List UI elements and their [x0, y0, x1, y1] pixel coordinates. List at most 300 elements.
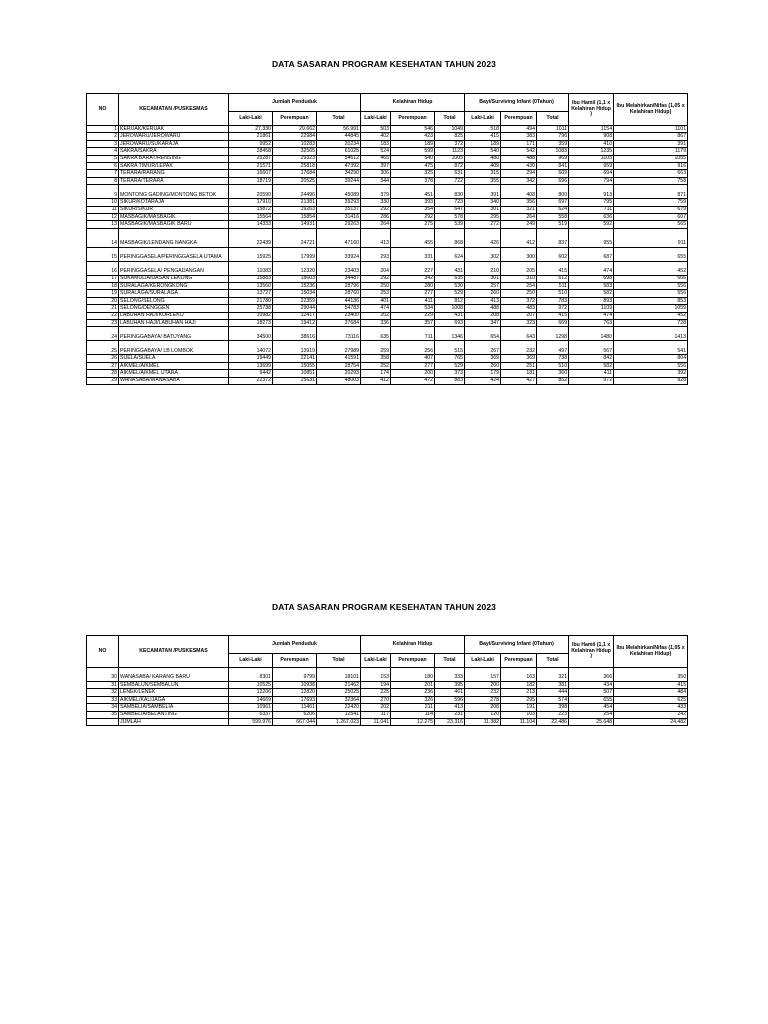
- cell-penduduk-laki: 21861: [229, 133, 273, 140]
- cell-kelahiran-total: 372: [435, 140, 465, 147]
- cell-no: 19: [87, 290, 119, 297]
- cell-bayi-laki: 355: [465, 177, 501, 184]
- cell-penduduk-perempuan: 15034: [273, 290, 317, 297]
- cell-kelahiran-laki: 250: [361, 283, 391, 290]
- cell-kelahiran-laki: 253: [361, 290, 391, 297]
- cell-penduduk-total: 61025: [317, 148, 361, 155]
- cell-bayi-total: 696: [537, 177, 569, 184]
- cell-bayi-laki: 369: [465, 355, 501, 362]
- cell-ibu-hamil: 1154: [569, 126, 614, 133]
- cell-bayi-laki: 654: [465, 327, 501, 341]
- table-row: [87, 290, 688, 297]
- cell-penduduk-perempuan: 667.044: [273, 718, 317, 725]
- cell-kecamatan: WANASABA/ KARANG BARU: [119, 668, 229, 682]
- cell-kecamatan: PERINGGASELA/PERINGGASELA UTAMA: [119, 247, 229, 261]
- cell-bayi-laki: 413: [465, 297, 501, 304]
- cell-bayi-total: 1011: [537, 126, 569, 133]
- cell-penduduk-total: 12541: [317, 711, 361, 718]
- cell-ibu-hamil: 366: [569, 668, 614, 682]
- cell-ibu-melahirkan: 853: [614, 297, 688, 304]
- cell-kelahiran-total: 1049: [435, 126, 465, 133]
- cell-ibu-hamil: 908: [569, 133, 614, 140]
- cell-kelahiran-laki: 293: [361, 247, 391, 261]
- cell-ibu-melahirkan: 242: [614, 711, 688, 718]
- cell-ibu-hamil: 567: [569, 341, 614, 355]
- cell-kelahiran-perempuan: 407: [391, 355, 435, 362]
- cell-bayi-perempuan: 250: [501, 290, 537, 297]
- cell-kelahiran-total: 373: [435, 370, 465, 377]
- cell-kelahiran-perempuan: 393: [391, 199, 435, 206]
- header-bayi: Bayi/Surviving Infant (0Tahun): [465, 94, 569, 112]
- cell-no: 21: [87, 305, 119, 312]
- cell-bayi-total: 444: [537, 689, 569, 696]
- cell-bayi-total: 22.486: [537, 718, 569, 725]
- cell-bayi-total: 415: [537, 261, 569, 275]
- header-perempuan: Perempuan: [501, 112, 537, 126]
- cell-kelahiran-laki: 401: [361, 297, 391, 304]
- cell-bayi-perempuan: 300: [501, 247, 537, 261]
- cell-penduduk-laki: 15925: [229, 247, 273, 261]
- cell-kecamatan: SAKRA TIMUR/LEPAK: [119, 162, 229, 169]
- cell-penduduk-laki: 599.976: [229, 718, 273, 725]
- cell-ibu-melahirkan: 484: [614, 689, 688, 696]
- header-total: Total: [537, 112, 569, 126]
- table-row: [87, 696, 688, 703]
- cell-bayi-perempuan: 191: [501, 704, 537, 711]
- cell-kelahiran-total: 333: [435, 668, 465, 682]
- cell-bayi-laki: 480: [465, 155, 501, 162]
- header-perempuan: Perempuan: [501, 654, 537, 668]
- cell-penduduk-laki: 13560: [229, 283, 273, 290]
- cell-bayi-laki: 260: [465, 362, 501, 369]
- cell-kelahiran-laki: 344: [361, 177, 391, 184]
- cell-penduduk-laki: 14072: [229, 341, 273, 355]
- cell-kecamatan: WANASABA/WANASABA: [119, 377, 229, 384]
- cell-kelahiran-perempuan: 423: [391, 133, 435, 140]
- cell-ibu-melahirkan: 556: [614, 290, 688, 297]
- header-laki: Laki-Laki: [361, 112, 391, 126]
- cell-kelahiran-laki: 183: [361, 140, 391, 147]
- table-row: [87, 704, 688, 711]
- cell-penduduk-perempuan: 12820: [273, 689, 317, 696]
- cell-penduduk-perempuan: 22984: [273, 133, 317, 140]
- page-title-1: DATA SASARAN PROGRAM KESEHATAN TAHUN 2023: [271, 59, 496, 69]
- cell-kelahiran-perempuan: 455: [391, 228, 435, 247]
- cell-bayi-total: 612: [537, 275, 569, 282]
- cell-ibu-melahirkan: 1101: [614, 126, 688, 133]
- cell-ibu-hamil: 1105: [569, 155, 614, 162]
- cell-penduduk-laki: 21780: [229, 297, 273, 304]
- cell-bayi-perempuan: 213: [501, 689, 537, 696]
- cell-penduduk-total: 54783: [317, 305, 361, 312]
- table-row: [87, 177, 688, 184]
- cell-penduduk-laki: 18273: [229, 320, 273, 327]
- cell-bayi-perempuan: 254: [501, 283, 537, 290]
- cell-ibu-hamil: 655: [569, 696, 614, 703]
- cell-ibu-hamil: 474: [569, 312, 614, 319]
- header-ibu-melahirkan: Ibu Melahirkan/Nifas (1,05 x Kelahiran Hidup): [614, 636, 688, 668]
- cell-bayi-total: 360: [537, 370, 569, 377]
- cell-bayi-laki: 347: [465, 320, 501, 327]
- cell-kelahiran-laki: 524: [361, 148, 391, 155]
- cell-kelahiran-perempuan: 546: [391, 126, 435, 133]
- cell-bayi-total: 841: [537, 162, 569, 169]
- cell-penduduk-perempuan: 29044: [273, 305, 317, 312]
- cell-penduduk-total: 1.267.023: [317, 718, 361, 725]
- header-perempuan: Perempuan: [273, 654, 317, 668]
- cell-bayi-laki: 208: [465, 312, 501, 319]
- cell-kelahiran-total: 578: [435, 213, 465, 220]
- cell-kecamatan: TERARA/TERARA: [119, 177, 229, 184]
- cell-penduduk-laki: 25738: [229, 305, 273, 312]
- cell-bayi-total: 510: [537, 362, 569, 369]
- cell-penduduk-total: 32364: [317, 696, 361, 703]
- page-title-2: DATA SASARAN PROGRAM KESEHATAN TAHUN 2023: [271, 602, 496, 612]
- cell-penduduk-total: 23400: [317, 312, 361, 319]
- cell-no: 9: [87, 185, 119, 199]
- cell-bayi-laki: 409: [465, 162, 501, 169]
- cell-penduduk-laki: 18719: [229, 177, 273, 184]
- cell-penduduk-perempuan: 22141: [273, 355, 317, 362]
- cell-ibu-melahirkan: 556: [614, 283, 688, 290]
- cell-ibu-hamil: 972: [569, 377, 614, 384]
- cell-kecamatan: JUMLAH: [119, 718, 229, 725]
- cell-penduduk-perempuan: 29.662: [273, 126, 317, 133]
- cell-penduduk-laki: 25287: [229, 155, 273, 162]
- cell-bayi-total: 697: [537, 199, 569, 206]
- cell-no: 14: [87, 228, 119, 247]
- table-row: [87, 305, 688, 312]
- cell-kelahiran-laki: 412: [361, 377, 391, 384]
- cell-kelahiran-total: 812: [435, 297, 465, 304]
- cell-bayi-perempuan: 488: [501, 155, 537, 162]
- cell-ibu-melahirkan: 1179: [614, 148, 688, 155]
- cell-kecamatan: AIKMEL/AIKMEL: [119, 362, 229, 369]
- cell-penduduk-laki: 15883: [229, 275, 273, 282]
- cell-kelahiran-laki: 11.041: [361, 718, 391, 725]
- cell-kelahiran-total: 693: [435, 320, 465, 327]
- cell-bayi-laki: 488: [465, 305, 501, 312]
- cell-no: 33: [87, 696, 119, 703]
- cell-kelahiran-total: 883: [435, 377, 465, 384]
- cell-penduduk-perempuan: 17684: [273, 170, 317, 177]
- cell-kelahiran-total: 395: [435, 682, 465, 689]
- cell-no: 7: [87, 170, 119, 177]
- cell-ibu-melahirkan: 452: [614, 261, 688, 275]
- header-total: Total: [537, 654, 569, 668]
- cell-ibu-melahirkan: 655: [614, 247, 688, 261]
- table-row: [87, 377, 688, 384]
- cell-bayi-total: 669: [537, 320, 569, 327]
- table-row: [87, 355, 688, 362]
- header-total: Total: [435, 112, 465, 126]
- cell-kecamatan: PERINGGABAYA/ LB LOMBOK: [119, 341, 229, 355]
- cell-kelahiran-perempuan: 277: [391, 290, 435, 297]
- cell-no: 32: [87, 689, 119, 696]
- cell-kecamatan: MASBAGIK/MASBAGIK BARU: [119, 221, 229, 228]
- cell-penduduk-laki: 8301: [229, 668, 273, 682]
- table-row: [87, 320, 688, 327]
- cell-kelahiran-total: 1005: [435, 155, 465, 162]
- cell-ibu-hamil: 583: [569, 283, 614, 290]
- cell-kelahiran-laki: 252: [361, 362, 391, 369]
- cell-ibu-hamil: 955: [569, 228, 614, 247]
- cell-penduduk-perempuan: 15854: [273, 213, 317, 220]
- cell-kelahiran-perempuan: 331: [391, 247, 435, 261]
- table-row: [87, 148, 688, 155]
- data-table-2: [86, 635, 688, 726]
- cell-penduduk-total: 31416: [317, 213, 361, 220]
- cell-ibu-melahirkan: 663: [614, 170, 688, 177]
- cell-penduduk-perempuan: 18603: [273, 275, 317, 282]
- cell-bayi-total: 381: [537, 682, 569, 689]
- header-total: Total: [435, 654, 465, 668]
- cell-ibu-hamil: 410: [569, 140, 614, 147]
- cell-bayi-laki: 232: [465, 689, 501, 696]
- cell-ibu-melahirkan: 433: [614, 704, 688, 711]
- table-row: [87, 133, 688, 140]
- cell-bayi-perempuan: 369: [501, 355, 537, 362]
- cell-no: 20: [87, 297, 119, 304]
- cell-kelahiran-total: 830: [435, 185, 465, 199]
- cell-no: 31: [87, 682, 119, 689]
- cell-kecamatan: MASBAGIK/LENDANG NANGKA: [119, 228, 229, 247]
- cell-bayi-laki: 189: [465, 140, 501, 147]
- cell-penduduk-laki: 27.330: [229, 126, 273, 133]
- cell-bayi-total: 1083: [537, 148, 569, 155]
- cell-kelahiran-total: 596: [435, 696, 465, 703]
- cell-bayi-perempuan: 103: [501, 711, 537, 718]
- cell-penduduk-laki: 11083: [229, 261, 273, 275]
- cell-bayi-perempuan: 483: [501, 305, 537, 312]
- cell-penduduk-perempuan: 24721: [273, 228, 317, 247]
- cell-kecamatan: LABUHAN HAJI/LABUHAN HAJI: [119, 320, 229, 327]
- cell-kecamatan: SAKRA BARAT/RENSING: [119, 155, 229, 162]
- cell-bayi-perempuan: 427: [501, 377, 537, 384]
- cell-no: 23: [87, 320, 119, 327]
- cell-kecamatan: TERARA/RARANG: [119, 170, 229, 177]
- cell-bayi-laki: 302: [465, 247, 501, 261]
- cell-bayi-total: 972: [537, 305, 569, 312]
- cell-ibu-melahirkan: 928: [614, 377, 688, 384]
- cell-penduduk-total: 56.991: [317, 126, 361, 133]
- cell-kelahiran-laki: 264: [361, 221, 391, 228]
- cell-bayi-perempuan: 232: [501, 341, 537, 355]
- cell-kelahiran-laki: 292: [361, 275, 391, 282]
- cell-no: 29: [87, 377, 119, 384]
- cell-bayi-total: 969: [537, 155, 569, 162]
- cell-penduduk-perempuan: 10283: [273, 140, 317, 147]
- header-kecamatan: KECAMATAN /PUSKESMAS: [119, 636, 229, 668]
- cell-ibu-hamil: 794: [569, 177, 614, 184]
- cell-no: 2: [87, 133, 119, 140]
- cell-penduduk-laki: 14333: [229, 221, 273, 228]
- table-row: [87, 155, 688, 162]
- cell-bayi-perempuan: 171: [501, 140, 537, 147]
- cell-kelahiran-perempuan: 211: [391, 704, 435, 711]
- cell-ibu-hamil: 842: [569, 355, 614, 362]
- header-bayi: Bayi/Surviving Infant (0Tahun): [465, 636, 569, 654]
- cell-kelahiran-laki: 286: [361, 213, 391, 220]
- cell-bayi-laki: 391: [465, 185, 501, 199]
- cell-no: 30: [87, 668, 119, 682]
- cell-no: 6: [87, 162, 119, 169]
- cell-kelahiran-perempuan: 229: [391, 312, 435, 319]
- table-row: [87, 312, 688, 319]
- cell-bayi-total: 398: [537, 704, 569, 711]
- cell-kecamatan: LENEK/LENEK: [119, 689, 229, 696]
- cell-ibu-melahirkan: 625: [614, 696, 688, 703]
- cell-ibu-hamil: 1109: [569, 305, 614, 312]
- cell-ibu-melahirkan: 415: [614, 682, 688, 689]
- cell-bayi-laki: 272: [465, 221, 501, 228]
- cell-bayi-perempuan: 323: [501, 320, 537, 327]
- cell-ibu-hamil: 254: [569, 711, 614, 718]
- cell-kelahiran-total: 23.316: [435, 718, 465, 725]
- header-ibu-melahirkan: Ibu Melahirkan/Nifas (1,05 x Kelahiran Hidup): [614, 94, 688, 126]
- cell-kelahiran-total: 1123: [435, 148, 465, 155]
- header-kelahiran-hidup: Kelahiran Hidup: [361, 636, 465, 654]
- cell-ibu-melahirkan: 666: [614, 275, 688, 282]
- cell-penduduk-total: 21462: [317, 682, 361, 689]
- cell-kelahiran-total: 1346: [435, 327, 465, 341]
- cell-bayi-perempuan: 356: [501, 199, 537, 206]
- cell-penduduk-total: 20234: [317, 140, 361, 147]
- cell-kecamatan: KERUAK/KERUAK: [119, 126, 229, 133]
- cell-penduduk-total: 45089: [317, 185, 361, 199]
- cell-bayi-total: 223: [537, 711, 569, 718]
- cell-bayi-total: 510: [537, 290, 569, 297]
- cell-kelahiran-perempuan: 540: [391, 155, 435, 162]
- cell-kecamatan: JEROWARU/JEROWARU: [119, 133, 229, 140]
- cell-kelahiran-perempuan: 354: [391, 206, 435, 213]
- cell-no: 22: [87, 312, 119, 319]
- table-row: [87, 247, 688, 261]
- cell-bayi-laki: 260: [465, 290, 501, 297]
- cell-no: 25: [87, 341, 119, 355]
- cell-kecamatan: SAMBELIA/SAMBELIA: [119, 704, 229, 711]
- cell-penduduk-laki: 10525: [229, 682, 273, 689]
- cell-penduduk-laki: 17910: [229, 199, 273, 206]
- cell-bayi-laki: 518: [465, 126, 501, 133]
- table-row: [87, 199, 688, 206]
- cell-penduduk-laki: 15564: [229, 213, 273, 220]
- cell-kelahiran-perempuan: 180: [391, 668, 435, 682]
- cell-no: 34: [87, 704, 119, 711]
- header-ibu-hamil: Ibu Hamil (1,1 x Kelahiran Hidup ): [569, 636, 614, 668]
- cell-penduduk-total: 47392: [317, 162, 361, 169]
- cell-penduduk-perempuan: 10938: [273, 682, 317, 689]
- cell-no: 27: [87, 362, 119, 369]
- table-row: [87, 140, 688, 147]
- cell-kelahiran-laki: 225: [361, 689, 391, 696]
- cell-ibu-melahirkan: 867: [614, 133, 688, 140]
- cell-kelahiran-perempuan: 275: [391, 221, 435, 228]
- cell-kelahiran-total: 825: [435, 133, 465, 140]
- cell-kelahiran-perempuan: 599: [391, 148, 435, 155]
- cell-ibu-melahirkan: 392: [614, 370, 688, 377]
- cell-ibu-hamil: 694: [569, 170, 614, 177]
- cell-bayi-total: 321: [537, 668, 569, 682]
- cell-penduduk-laki: 14669: [229, 696, 273, 703]
- cell-bayi-total: 1298: [537, 327, 569, 341]
- cell-bayi-perempuan: 494: [501, 126, 537, 133]
- cell-penduduk-laki: 34500: [229, 327, 273, 341]
- cell-ibu-hamil: 795: [569, 199, 614, 206]
- cell-no: 8: [87, 177, 119, 184]
- cell-bayi-perempuan: 181: [501, 370, 537, 377]
- cell-penduduk-total: 20293: [317, 370, 361, 377]
- cell-ibu-melahirkan: 1055: [614, 155, 688, 162]
- cell-kelahiran-total: 539: [435, 221, 465, 228]
- cell-kecamatan: MASBAGIK/MASBAGIK: [119, 213, 229, 220]
- cell-bayi-total: 511: [537, 283, 569, 290]
- table-row: [87, 275, 688, 282]
- cell-kelahiran-laki: 413: [361, 228, 391, 247]
- cell-penduduk-perempuan: 12320: [273, 261, 317, 275]
- header-perempuan: Perempuan: [391, 112, 435, 126]
- cell-penduduk-laki: 10982: [229, 312, 273, 319]
- table-row: [87, 170, 688, 177]
- cell-kecamatan: SAMBELIA/BELANTING: [119, 711, 229, 718]
- cell-kelahiran-total: 1008: [435, 305, 465, 312]
- cell-penduduk-total: 18101: [317, 668, 361, 682]
- cell-bayi-perempuan: 430: [501, 162, 537, 169]
- cell-kecamatan: AIKMEL/KALIJAGA: [119, 696, 229, 703]
- cell-ibu-melahirkan: 911: [614, 228, 688, 247]
- cell-no: 15: [87, 247, 119, 261]
- header-laki: Laki-Laki: [361, 654, 391, 668]
- cell-bayi-laki: 315: [465, 170, 501, 177]
- table-row: [87, 221, 688, 228]
- cell-penduduk-perempuan: 15055: [273, 362, 317, 369]
- cell-penduduk-laki: 13727: [229, 290, 273, 297]
- cell-penduduk-total: 39244: [317, 177, 361, 184]
- cell-ibu-hamil: 474: [569, 261, 614, 275]
- cell-penduduk-total: 22420: [317, 704, 361, 711]
- cell-ibu-melahirkan: 541: [614, 341, 688, 355]
- cell-kelahiran-laki: 402: [361, 133, 391, 140]
- cell-kelahiran-perempuan: 227: [391, 261, 435, 275]
- cell-penduduk-laki: 28458: [229, 148, 273, 155]
- cell-kelahiran-laki: 117: [361, 711, 391, 718]
- cell-penduduk-total: 23403: [317, 261, 361, 275]
- cell-penduduk-total: 48003: [317, 377, 361, 384]
- cell-ibu-hamil: 959: [569, 162, 614, 169]
- header-perempuan: Perempuan: [391, 654, 435, 668]
- cell-penduduk-perempuan: 25818: [273, 162, 317, 169]
- cell-kecamatan: LABUHAN HAJI/KORLEKO: [119, 312, 229, 319]
- cell-kelahiran-laki: 358: [361, 355, 391, 362]
- table-body-2: [87, 668, 688, 726]
- cell-ibu-hamil: 711: [569, 206, 614, 213]
- cell-ibu-hamil: 411: [569, 370, 614, 377]
- cell-ibu-hamil: 507: [569, 689, 614, 696]
- cell-kelahiran-laki: 306: [361, 170, 391, 177]
- cell-bayi-perempuan: 205: [501, 261, 537, 275]
- cell-penduduk-total: 28760: [317, 290, 361, 297]
- cell-kelahiran-laki: 292: [361, 206, 391, 213]
- cell-kecamatan: MONTONG GADING/MONTONG BETOK: [119, 185, 229, 199]
- cell-ibu-hamil: 636: [569, 213, 614, 220]
- cell-kelahiran-perempuan: 451: [391, 185, 435, 199]
- cell-kelahiran-laki: 270: [361, 696, 391, 703]
- cell-kelahiran-perempuan: 292: [391, 213, 435, 220]
- cell-penduduk-perempuan: 6206: [273, 711, 317, 718]
- cell-kelahiran-perempuan: 201: [391, 682, 435, 689]
- table-row: [87, 228, 688, 247]
- cell-bayi-total: 602: [537, 247, 569, 261]
